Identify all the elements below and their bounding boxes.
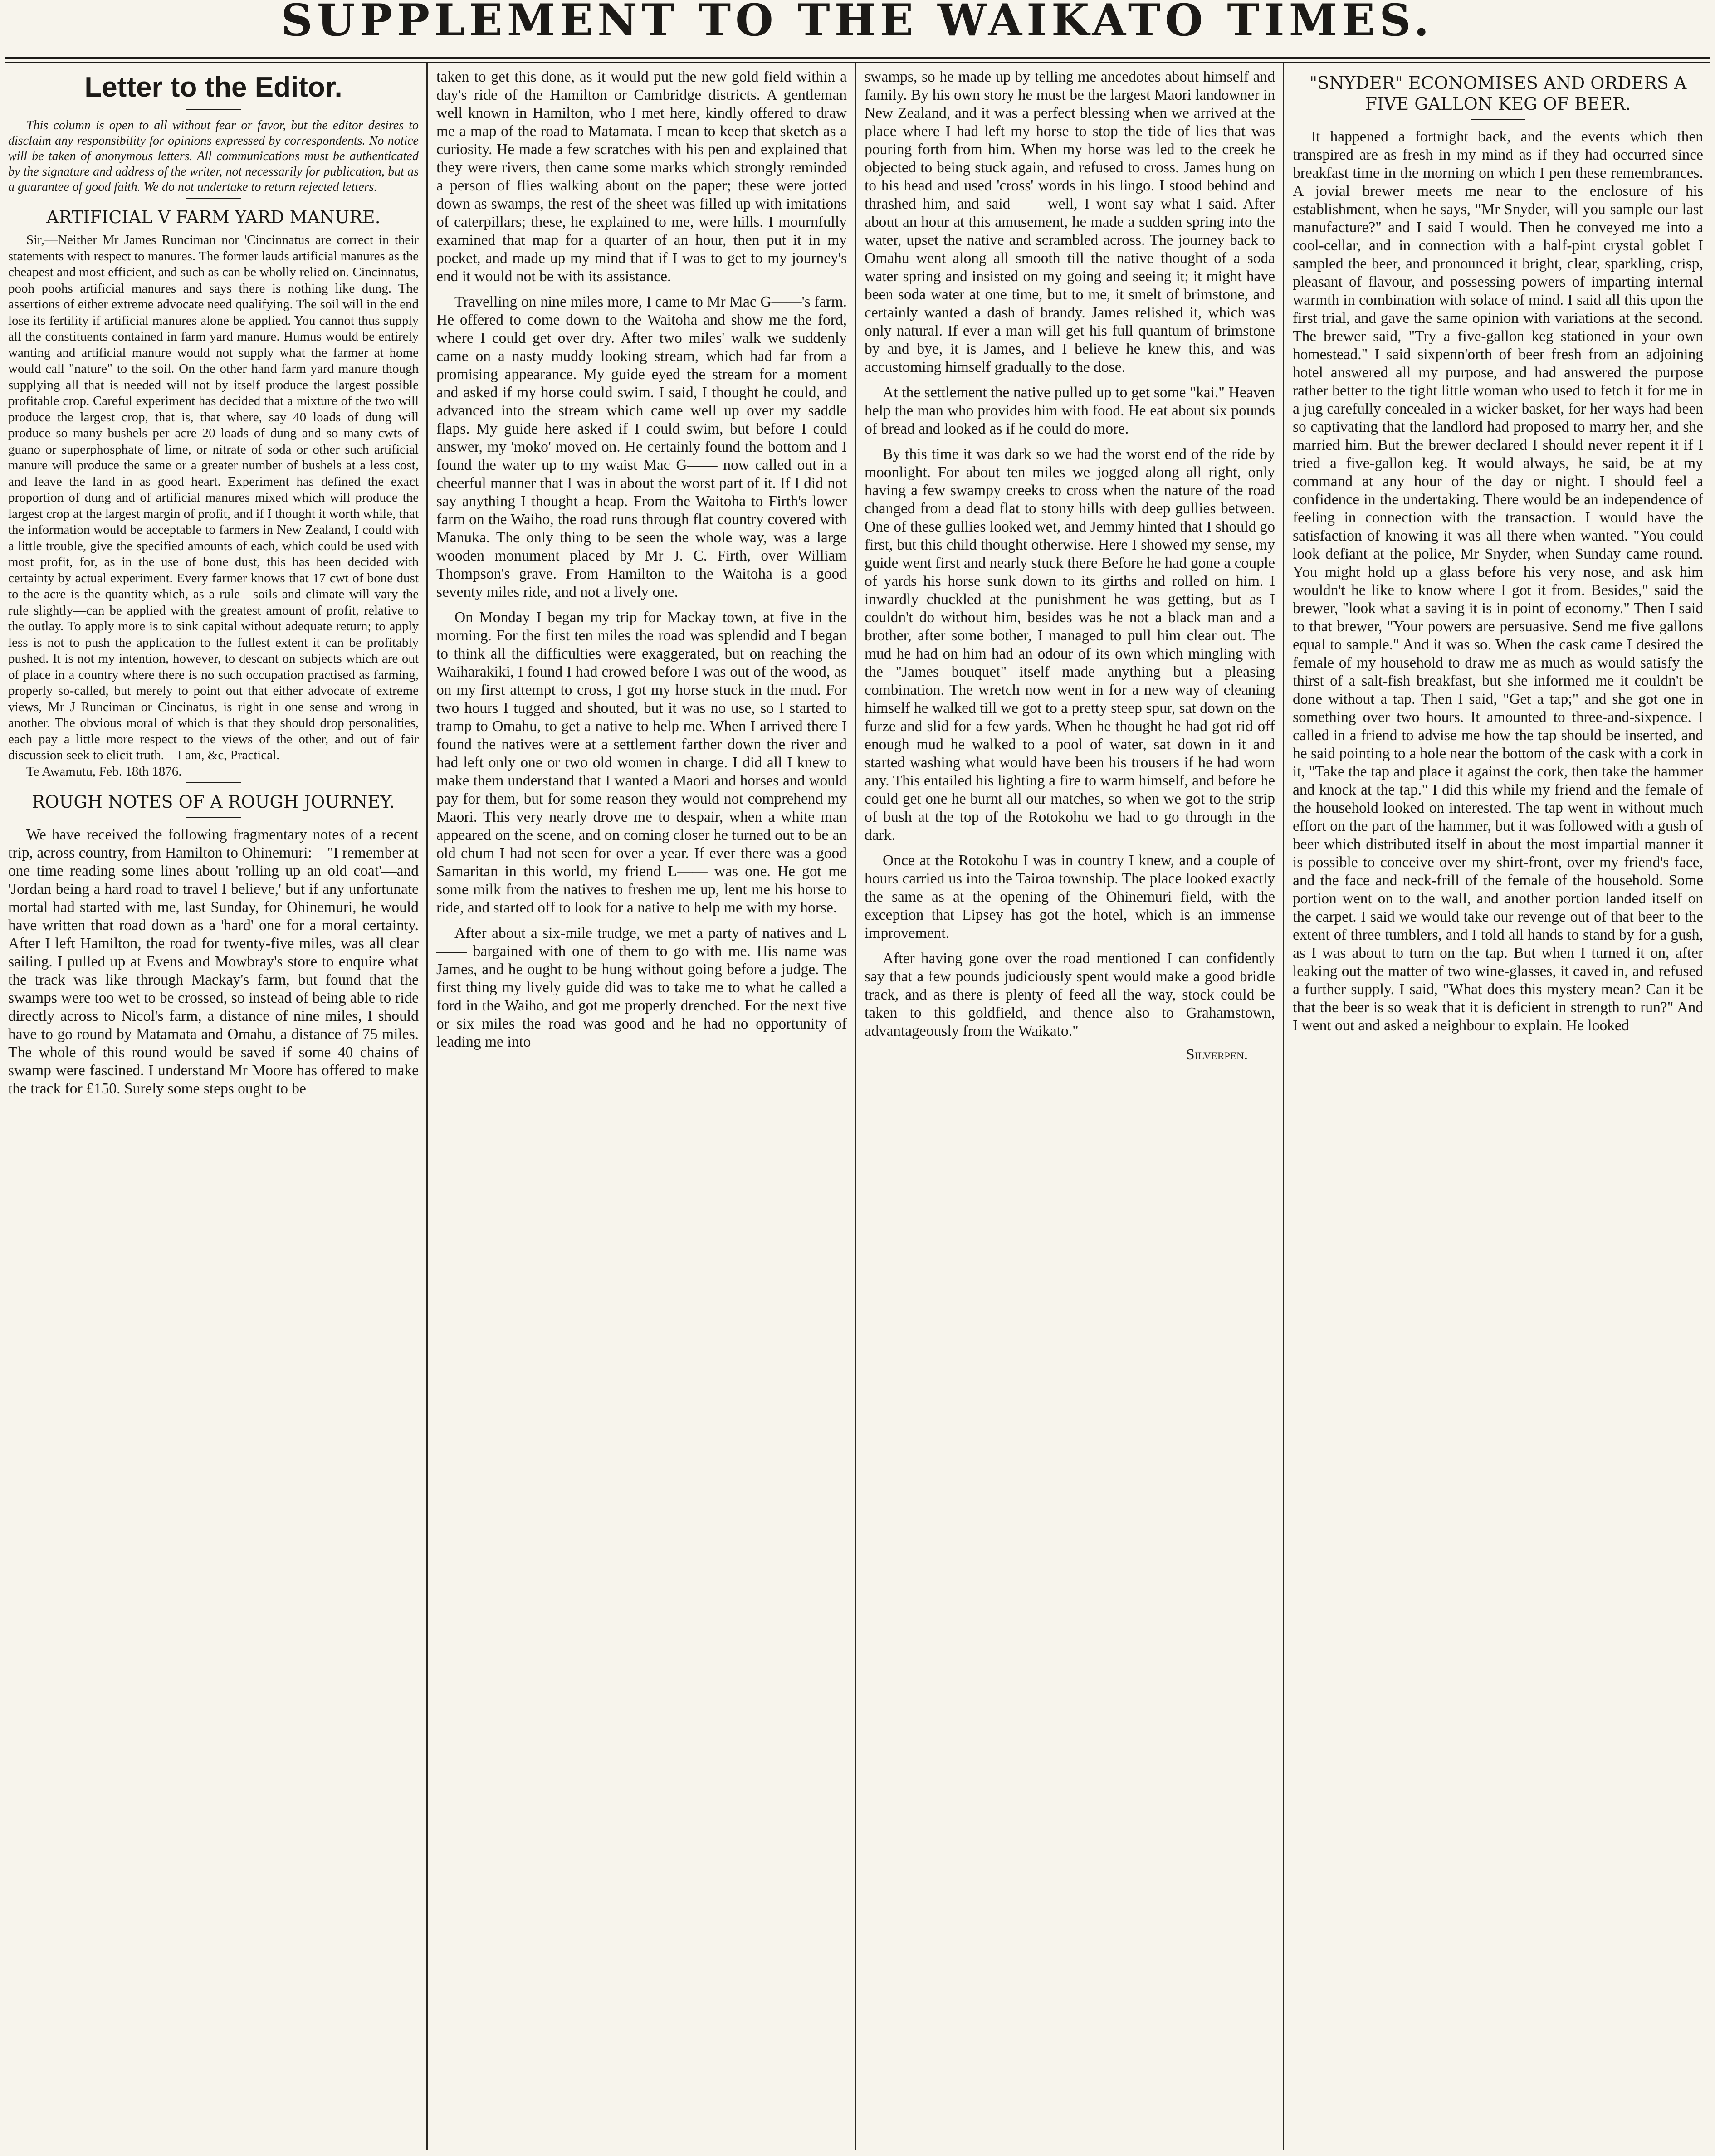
letter-body: Sir,—Neither Mr James Runciman nor 'Cincinnatus are correct in their statements with respect to manures. The former lauds artificial manures as the cheapest and most efficient, and such as can be wholly relied on. Cincinnatus, pooh poohs artificial manures and says there is nothing like dung. The assertions of either extreme advocate need qualifying. The soil will in the end lose its fertility if artificial manures alone be applied. You cannot thus supply all the constituents contained in farm yard manure. Humus would be entirely wanting and artificial manure would not supply what the farmer at home would call "nature" to the soil. On the other hand farm yard manure though supplying all that is needed will not by itself produce the largest possible profitable crop. Careful experiment has decided that a mixture of the two will produce the largest crop, that is, that where, say 40 loads of dung will produce so many bushels per acre 20 loads of dung and so many cwts of guano or superphosphate of lime, or nitrate of soda or other such artificial manure will produce the same or a greater number of bushels at a less cost, and leave the land in as good heart. Experiment has defined the exact proportion of dung and of artificial manures mixed which will produce the largest crop at the largest margin of profit, and if I thought it worth while, that the information would be acceptable to farmers in New Zealand, I could with a little trouble, give the specified amounts of each, which could be used with most profit, for, as in the use of bone dust, this has been decided with certainty by actual experiment. Every farmer knows that 17 cwt of bone dust to the acre is the quantity which, as a rule—soils and climate will vary the rule slightly—can be applied with the greatest amount of profit, relative to the outlay. To apply more is to sink capital without adequate return; to apply less is not to push the application to the fullest extent it can be profitably pushed. It is not my intention, however, to descant on subjects which are out of place in a country where there is no such occupation practised as farming, properly so-called, but merely to point out that either advocate of extreme views, Mr J Runciman or Cincinatus, is right in one sense and wrong in another. The obvious moral of which is that they should drop personalities, each pay a little more respect to the views of the other, and out of fair discussion seek to elicit truth.—I am, &c, Practical. [8,233,419,762]
column-3 [865,68,1275,2150]
masthead-title: SUPPLEMENT TO THE WAIKATO TIMES. [281,0,1434,46]
article-heading: ARTIFICIAL V FARM YARD MANURE. [46,207,381,227]
divider [186,198,241,199]
article-paragraph: After about a six-mile trudge, we met a party of natives and L—— bargained with one of them to go with me. His name was James, and he ought to be hung without going before a judge. The first thing my lively guide did was to take me to what he called a ford in the Waiho, and got me properly drenched. For the next five or six miles the road was good and he had no opportunity of leading me into [436,925,847,1050]
column-1 [8,68,419,2150]
article-paragraph: taken to get this done, as it would put the new gold field within a day's ride of the Hamilton or Cambridge districts. A gentleman well known in Hamilton, who I met here, kindly offered to draw me a map of the road to Matamata. I mean to keep that sketch as a curiosity. He made a few scratches with his pen and explained that they were rivers, then came some marks which strongly reminded a person of flies walking about on the paper; these were jotted down as swamps, the rest of the sheet was filled up with imitations of caterpillars; these, he explained to me, were hills. I mournfully examined that map for a quarter of an hour, then put it in my pocket, and made up my mind that if I was to get to my journey's end it would not be with its assistance. [436,68,847,285]
column-divider [1283,63,1284,2150]
masthead-rule-thin [5,62,1710,63]
article-heading: "SNYDER" ECONOMISES AND ORDERS A FIVE GALLON KEG OF BEER. [1309,73,1687,114]
article-paragraph: After having gone over the road mentioned I can confidently say that a few pounds judiciously spent would make a good bridle track, and as there is plenty of feed all the way, stock could be taken to this goldfield, and thence also to Grahamstown, advantageously from the Waikato." [865,950,1275,1039]
article-paragraph: Travelling on nine miles more, I came to Mr Mac G——'s farm. He offered to come down to the Waitoha and show me the ford, where I could get over dry. After two miles' walk we suddenly came on a nasty muddy looking stream, which had far from a promising appearance. My guide eyed the stream for a moment and asked if my horse could swim. I said, I thought he could, and advanced into the stream which came well up over my saddle flaps. My guide here asked if I could swim, but before I could answer, my 'moko' moved on. He certainly found the bottom and I found the water up to my waist Mac G—— now called out in a cheerful manner that I was in about the worst part of it. If I did not say anything I thought a heap. From the Waitoha to Firth's lower farm on the Waiho, the road runs through flat country covered with Manuka. The only thing to be seen the whole way, was a large wooden monument placed by Mr J. C. Firth, over William Thompson's grave. From Hamilton to the Waitoha is a good seventy miles ride, and not a lively one. [436,293,847,600]
article-paragraph: It happened a fortnight back, and the events which then transpired are as fresh in my mind as if they had occurred since breakfast time in the morning on which I pen these remembrances. A jovial brewer meets me near to the enclosure of his establishment, when he says, "Mr Snyder, will you sample our last manufacture?" and I said I would. Then he conveyed me into a cool-cellar, and in connection with a half-pint crystal goblet I sampled the beer, and pronounced it bright, clear, sparkling, crisp, pleasant of flavour, and possessing powers of imparting internal warmth in combination with solace of mind. I said all this upon the first trial, and gave the same opinion with variations at the second. The brewer said, "Try a five-gallon keg stationed in your own homestead." I said sixpenn'orth of beer fresh from an adjoining hotel answered all my purpose, and had answered the purpose rather better to the tight little woman who used to fetch it for me in a jug carefully concealed in a wicker basket, for her ways had been so captivating that the landlord had proposed to marry her, and she married him. But the brewer declared I should never repent it if I tried a five-gallon keg. It would always, he said, be at my command at any hour of the day or night. I should feel a confidence in the undertaking. There would be an independence of feeling in connection with the transaction. I would have the satisfaction of knowing it was all there when wanted. "You could look defiant at the police, Mr Snyder, when Sunday came round. You might hold up a glass before his very nose, and ask him wouldn't he like to know where I got it from. Besides," said the brewer, "look what a saving it is in point of economy." Then I said to that brewer, "Your powers are persuasive. Send me five gallons equal to sample." And it was so. When the cask came I desired the female of my household to draw me as much as would satisfy the thirst of a salt-fish breakfast, but she informed me it couldn't be done without a tap. Then I said, "Get a tap;" and she got one in something over two hours. It amounted to three-and-sixpence. I called in a friend to advise me how the tap should be inserted, and he said pointing to a hole near the bottom of the cask with a cork in it, "Take the tap and place it against the cork, then take the hammer and knock at the tap." I did this while my friend and the female of the household looked on interested. The tap went in without much effort on the part of the hammer, but it was followed with a gush of beer which distributed itself in about the most impartial manner it is possible to conceive over my shirt-front, over my friend's face, and the face and neck-frill of the female of the household. Some portion went on to the wall, and another portion landed itself on the carpet. I said we would take our revenge out of that beer to the extent of three tumblers, and I told all hands to stand by for a gush, as I was about to turn on the tap. But when I turned it on, after leaking out the matter of two wine-glasses, it caved in, and refused a further supply. I said, "What does this mystery mean? Can it be that the beer is so weak that it is deficient in strength to run?" And I went out and asked a neighbour to explain. He looked [1293,128,1703,1034]
article-heading: ROUGH NOTES OF A ROUGH JOURNEY. [32,792,395,812]
section-title: Letter to the Editor. [84,72,342,103]
author-signature: Silverpen. [1186,1046,1248,1063]
divider [186,109,241,110]
column-divider [426,63,428,2150]
masthead-rule [5,57,1710,59]
article-paragraph: On Monday I began my trip for Mackay town, at five in the morning. For the first ten miles the road was splendid and I began to think all the difficulties were exaggerated, but on reaching the Waiharakiki, I found I had crowed before I was out of the wood, as on my first attempt to cross, I got my horse stuck in the mud. For two hours I tugged and shouted, but it was no use, so I started to tramp to Omahu, to get a native to help me. When I arrived there I found the natives were at a settlement farther down the river and had left only one or two old women in charge. I did all I knew to make them understand that I wanted a Maori and horses and would pay for them, but for some reason they would not comprehend my Maori. This very nearly drove me to despair, when a white man appeared on the scene, and on coming closer he turned out to be an old chum I had not seen for over a year. If ever there was a good Samaritan in this world, my friend L—— was one. He got me some milk from the natives to freshen me up, lent me his horse to ride, and started off to look for a native to help me with my horse. [436,609,847,916]
letter-place-date: Te Awamutu, Feb. 18th 1876. [26,764,182,779]
article-paragraph: At the settlement the native pulled up to get some "kai." Heaven help the man who provides him with food. He eat about six pounds of bread and looked as if he could do more. [865,384,1275,437]
article-paragraph: swamps, so he made up by telling me ancedotes about himself and family. By his own story he must be the largest Maori landowner in New Zealand, and it was a perfect blessing when we arrived at the place where I had left my horse to stop the tide of lies that was pouring forth from him. When my horse was led to the creek he objected to being stuck again, and refused to cross. James hung on to his head and used 'cross' words in his lingo. I stood behind and thrashed him, and said ——well, I wont say what I said. After about an hour at this amusement, he made a sudden spring into the water, upset the native and scrambled across. The journey back to Omahu went along all smooth till the native thought of a soda water spring and insisted on my going and seeing it; it might have been soda water at one time, but to me, it smelt of brimstone, and certainly wanted a dash of brandy. James relished it, which was only natural. If ever a man will get his full quantum of brimstone by and bye, it is James, and I believe he knew this, and was accustoming himself gradually to the dose. [865,68,1275,376]
divider [186,782,241,783]
article-paragraph: Once at the Rotokohu I was in country I knew, and a couple of hours carried us into the Tairoa township. The place looked exactly the same as at the opening of the Ohinemuri field, with the exception that Lipsey has got the hotel, which is an immense improvement. [865,852,1275,941]
column-4 [1293,68,1703,2150]
column-divider [855,63,856,2150]
divider [186,817,241,818]
column-2 [436,68,847,2150]
divider [1471,119,1525,120]
editorial-notice: This column is open to all without fear or favor, but the editor desires to disclaim any responsibility for opinions expressed by correspondents. No notice will be taken of anonymous letters. All communications must be authenticated by the signature and address of the writer, not necessarily for publication, but as a guarantee of good faith. We do not undertake to return rejected letters. [8,118,419,194]
article-paragraph: We have received the following fragmentary notes of a recent trip, across country, from Hamilton to Ohinemuri:—"I remember at one time reading some lines about 'rolling up an old coat'—and 'Jordan being a hard road to travel I believe,' but if any unfortunate mortal had started with me, last Sunday, for Ohinemuri, he would have written that road down as a 'hard' one for a moral certainty. After I left Hamilton, the road for twenty-five miles, was all clear sailing. I pulled up at Evens and Mowbray's store to enquire what the track was like through Mackay's farm, but found that the swamps were too wet to be crossed, so instead of being able to ride directly across to Nicol's farm, a distance of nine miles, I should have to go round by Matamata and Omahu, a distance of 75 miles. The whole of this round would be saved if some 40 chains of swamp were fascined. I understand Mr Moore has offered to make the track for £150. Surely some steps ought to be [8,826,419,1097]
article-paragraph: By this time it was dark so we had the worst end of the ride by moonlight. For about ten miles we jogged along all right, only having a few swampy creeks to cross when the nature of the road changed from a dead flat to stony hills with deep gullies between. One of these gullies looked wet, and Jemmy hinted that I should go first, but this child thought otherwise. Here I showed my sense, my guide went first and nearly stuck there Before he had gone a couple of yards his horse sunk down to its girths and rolled on him. I inwardly chuckled at the punishment he was getting, but as I couldn't do without him, besides was he not a black man and a brother, after some bother, I managed to pull him clear out. The mud he had on him had an odour of its own which mingling with the "James bouquet" itself made anything but a pleasing combination. The wretch now went in for a new way of cleaning himself he walked till we got to a pretty steep spur, sat down on the furze and slid for a few yards. When he thought he had got rid off enough mud he walked to a pool of water, sat down in it and started washing what would have been his trousers if he had worn any. This entailed his lighting a fire to warm himself, and before he could get one he burnt all our matches, so when we got to the strip of bush at the top of the Rotokohu we had to go through in the dark. [865,446,1275,844]
